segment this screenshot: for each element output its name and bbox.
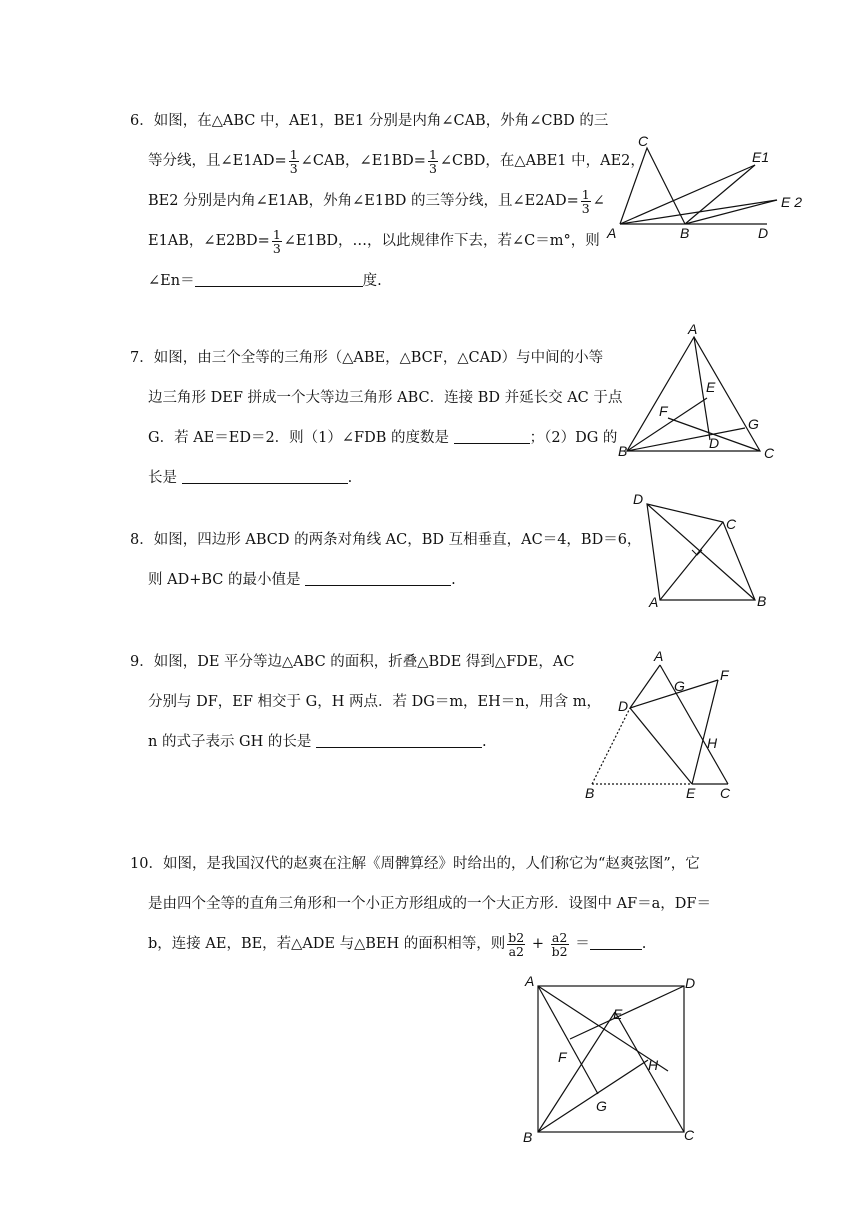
fraction-one-third: $\frac{1}{3}$ <box>428 146 437 176</box>
question-8 <box>130 520 641 600</box>
label-D: D <box>709 435 720 451</box>
question-10 <box>130 844 711 964</box>
label-C: C <box>684 1127 695 1143</box>
answer-blank-9[interactable] <box>316 733 482 748</box>
question-6 <box>130 101 645 301</box>
label-A: A <box>654 648 664 664</box>
q7-line-3: G．若 AE＝ED＝2．则（1）∠FDB 的度数是 ；（2）DG 的 <box>148 430 618 446</box>
label-A: A <box>525 973 535 989</box>
q7-line-1: 7．如图，由三个全等的三角形（△ABE，△BCF，△CAD）与中间的小等 <box>130 350 604 366</box>
q9-line-3: n 的式子表示 GH 的长是 . <box>148 734 487 750</box>
label-B: B <box>523 1129 533 1145</box>
figure-10 <box>520 972 710 1152</box>
label-F: F <box>558 1049 567 1065</box>
answer-blank-10[interactable] <box>590 935 642 950</box>
label-C: C <box>726 516 737 532</box>
answer-blank-6[interactable] <box>195 272 363 287</box>
label-B: B <box>618 443 628 459</box>
label-E: E <box>706 379 716 395</box>
q7-line-2: 边三角形 DEF 拼成一个大等边三角形 ABC．连接 BD 并延长交 AC 于点 <box>148 390 623 406</box>
label-A: A <box>649 594 659 610</box>
label-E2: E 2 <box>781 194 803 210</box>
fraction-b2-over-a2: $\frac{b2}{a2}$ <box>508 929 525 959</box>
q6-line-1: 6．如图，在△ABC 中，AE1，BE1 分别是内角∠CAB，外角∠CBD 的三 <box>130 113 609 129</box>
q6-line-4: E1AB，∠E2BD= $\frac{1}{3}$ ∠E1BD，…，以此规律作下去，若∠C＝m°，则 <box>148 226 600 256</box>
label-H: H <box>707 735 718 751</box>
figure-7 <box>610 318 790 468</box>
answer-blank-8[interactable] <box>305 571 451 586</box>
label-C: C <box>638 133 649 149</box>
label-B: B <box>757 593 767 609</box>
label-G: G <box>596 1098 607 1114</box>
label-D: D <box>633 491 644 507</box>
label-D: D <box>685 975 696 991</box>
label-E: E <box>686 785 696 801</box>
label-B: B <box>680 225 690 241</box>
q6-line-3: BE2 分别是内角∠E1AB，外角∠E1BD 的三等分线，且∠E2AD= $\frac{1}{3}$ ∠ <box>148 186 605 216</box>
label-A: A <box>688 321 698 337</box>
q9-line-2: 分别与 DF，EF 相交于 G，H 两点．若 DG＝m，EH＝n，用含 m， <box>148 694 601 710</box>
question-7 <box>130 338 622 498</box>
fraction-one-third: $\frac{1}{3}$ <box>272 226 281 256</box>
label-F: F <box>659 403 668 419</box>
figure-6 <box>605 128 815 248</box>
label-D: D <box>618 698 629 714</box>
q10-line-1: 10．如图，是我国汉代的赵爽在注解《周髀算经》时给出的，人们称它为“赵爽弦图”，它 <box>130 856 700 872</box>
label-D: D <box>758 225 769 241</box>
label-G: G <box>674 678 685 694</box>
fraction-one-third: $\frac{1}{3}$ <box>581 186 590 216</box>
label-G: G <box>748 416 759 432</box>
question-9 <box>130 642 601 762</box>
q10-line-2: 是由四个全等的直角三角形和一个小正方形组成的一个大正方形．设图中 AF＝a，DF＝ <box>148 896 711 912</box>
answer-blank-7-2[interactable] <box>182 469 348 484</box>
q10-line-3: b，连接 AE，BE，若△ADE 与△BEH 的面积相等，则 $\frac{b2}{a2}$ + $\frac{a2}{b2}$ ＝ . <box>148 929 647 959</box>
q6-line-2: 等分线，且∠E1AD= $\frac{1}{3}$ ∠CAB，∠E1BD= $\frac{1}{3}$ ∠CBD，在△ABE1 中，AE2， <box>148 146 645 176</box>
label-C: C <box>764 445 775 461</box>
q8-line-2: 则 AD+BC 的最小值是 . <box>148 572 456 588</box>
answer-blank-7-1[interactable] <box>454 429 530 444</box>
label-E1: E1 <box>752 149 770 165</box>
label-H: H <box>648 1057 659 1073</box>
q9-line-1: 9．如图，DE 平分等边△ABC 的面积，折叠△BDE 得到△FDE，AC <box>130 654 575 670</box>
q7-line-4: 长是 . <box>148 470 353 486</box>
figure-9 <box>580 640 760 810</box>
label-A: A <box>607 225 617 241</box>
figure-8 <box>625 490 785 620</box>
fraction-one-third: $\frac{1}{3}$ <box>289 146 298 176</box>
label-F: F <box>720 667 729 683</box>
q6-line-5: ∠En＝ 度. <box>148 273 382 289</box>
fraction-a2-over-b2: $\frac{a2}{b2}$ <box>551 929 568 959</box>
label-C: C <box>720 785 731 801</box>
label-B: B <box>585 785 595 801</box>
label-E: E <box>613 1006 623 1022</box>
q8-line-1: 8．如图，四边形 ABCD 的两条对角线 AC，BD 互相垂直，AC＝4，BD＝6， <box>130 532 642 548</box>
